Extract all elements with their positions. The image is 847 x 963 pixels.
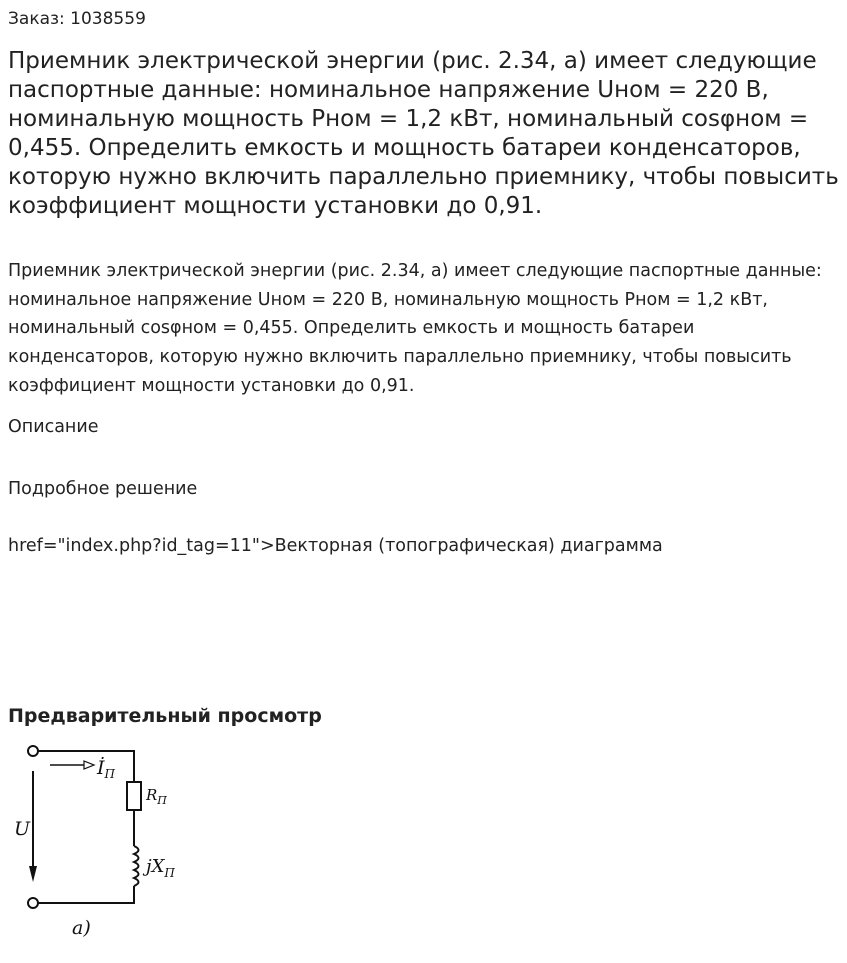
current-label: $İ_П$	[97, 757, 115, 781]
current-arrow-head	[84, 761, 94, 769]
voltage-arrow-head	[29, 866, 37, 882]
task-text: Приемник электрической энергии (рис. 2.34, а) имеет следующие паспортные данные: номинальное напряжение Uном = 220 В, номинальную мощность Рном = 1,2 кВт, номинальный cosφном = 0,455. Определить емкость и мощность батареи конденсаторов, которую нужно включить параллельно приемнику, чтобы повысить коэффициент мощности установки до 0,91.	[8, 261, 822, 396]
figure-caption: а)	[72, 917, 91, 939]
task-heading: Приемник электрической энергии (рис. 2.34, а) имеет следующие паспортные данные: номинальное напряжение Uном = 220 В, номинальную мощность Рном = 1,2 кВт, номинальный cosφном = 0,455. Определить емкость и мощность батареи конденсаторов, которую нужно включить параллельно приемнику, чтобы повысить коэффициент мощности установки до 0,91.	[8, 48, 839, 219]
description-label: Описание	[8, 417, 99, 437]
resistor	[127, 782, 141, 810]
order-number: Заказ: 1038559	[8, 9, 146, 29]
reactance-label: $jX_П$	[146, 856, 175, 880]
diagram-link-text: href="index.php?id_tag=11">Векторная (топографическая) диаграмма	[8, 536, 663, 556]
bottom-terminal	[28, 898, 38, 908]
circuit-diagram	[8, 738, 208, 948]
preview-title: Предварительный просмотр	[8, 705, 322, 727]
top-terminal	[28, 746, 38, 756]
inductor	[134, 846, 139, 886]
voltage-label: U	[14, 818, 31, 840]
solution-label: Подробное решение	[8, 479, 198, 499]
resistor-label: $R_П$	[146, 786, 167, 807]
